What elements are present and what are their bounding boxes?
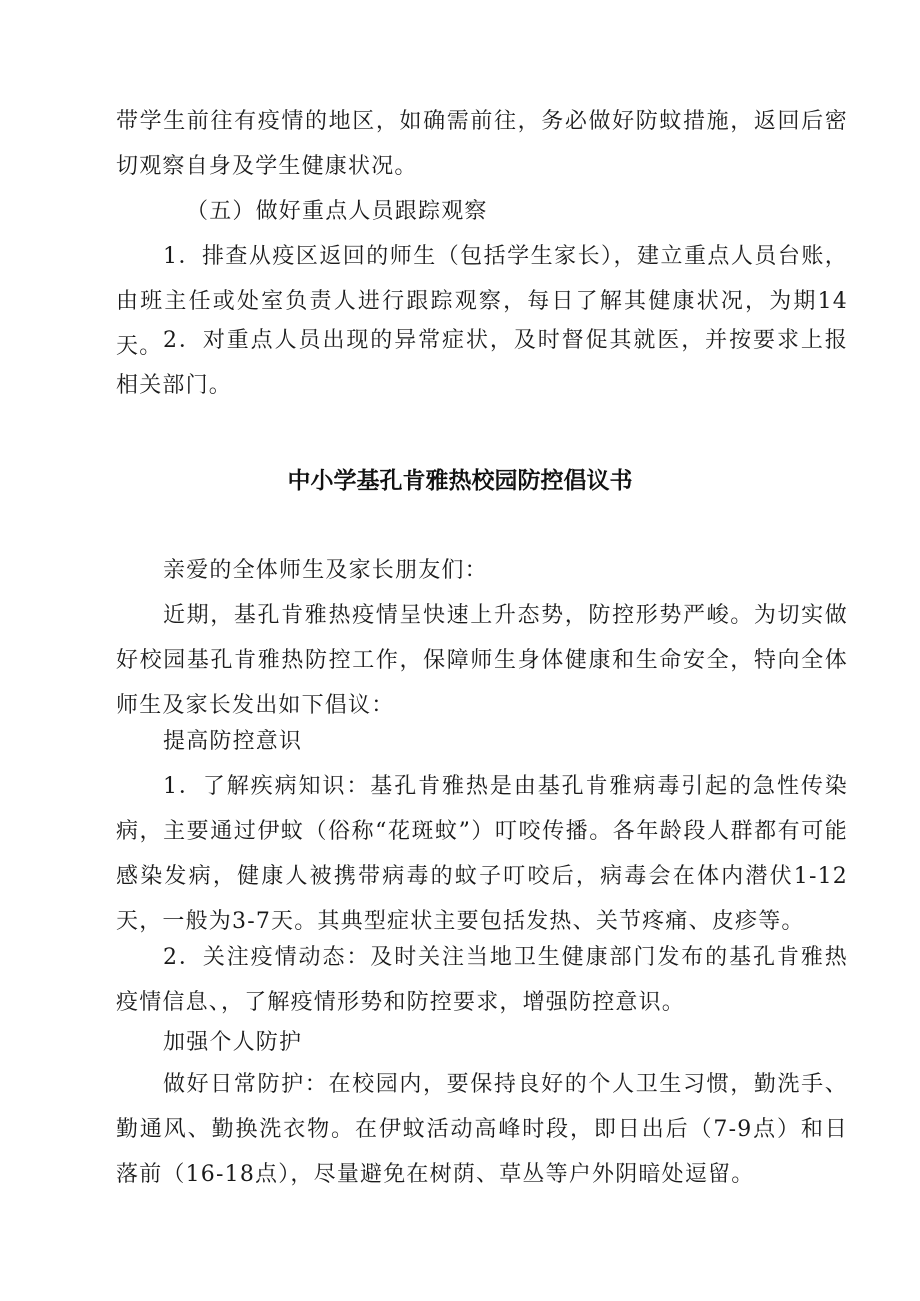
- salutation: 亲爱的全体师生及家长朋友们：: [163, 558, 488, 583]
- intro-paragraph: 近期，基孔肯雅热疫情呈快速上升态势，防控形势严峻。为切实做好校园基孔肯雅热防控工作，保障师生身体健康和生命安全，特向全体师生及家长发出如下倡议：: [116, 603, 848, 718]
- section-heading-protection: 加强个人防护: [163, 1030, 303, 1055]
- document-title: 中小学基孔肯雅热校园防控倡议书: [287, 468, 633, 494]
- list-item-2: 2．对重点人员出现的异常症状，及时督促其就医，并按要求上报相关部门。: [116, 328, 848, 398]
- list-item-1: 1．排查从疫区返回的师生（包括学生家长），建立重点人员台账，由班主任或处室负责人进行跟踪观察，每日了解其健康状况，为期14天。: [116, 244, 848, 359]
- section-heading-5: （五）做好重点人员跟踪观察: [186, 199, 488, 224]
- awareness-item-1: 1．了解疾病知识：基孔肯雅热是由基孔肯雅病毒引起的急性传染病，主要通过伊蚊（俗称“花斑蚊”）叮咬传播。各年龄段人群都有可能感染发病，健康人被携带病毒的蚊子叮咬后，病毒会在体内潜伏1-12天，一般为3-7天。其典型症状主要包括发热、关节疼痛、皮疹等。: [116, 774, 848, 934]
- paragraph-continuation: 带学生前往有疫情的地区，如确需前往，务必做好防蚊措施，返回后密切观察自身及学生健康状况。: [116, 109, 848, 179]
- awareness-item-2: 2．关注疫情动态：及时关注当地卫生健康部门发布的基孔肯雅热疫情信息、，了解疫情形势和防控要求，增强防控意识。: [116, 945, 848, 1015]
- section-heading-awareness: 提高防控意识: [163, 729, 303, 754]
- protection-item-1: 做好日常防护：在校园内，要保持良好的个人卫生习惯，勤洗手、勤通风、勤换洗衣物。在伊蚊活动高峰时段，即日出后（7-9点）和日落前（16-18点），尽量避免在树荫、草丛等户外阴暗处逗留。: [116, 1072, 848, 1187]
